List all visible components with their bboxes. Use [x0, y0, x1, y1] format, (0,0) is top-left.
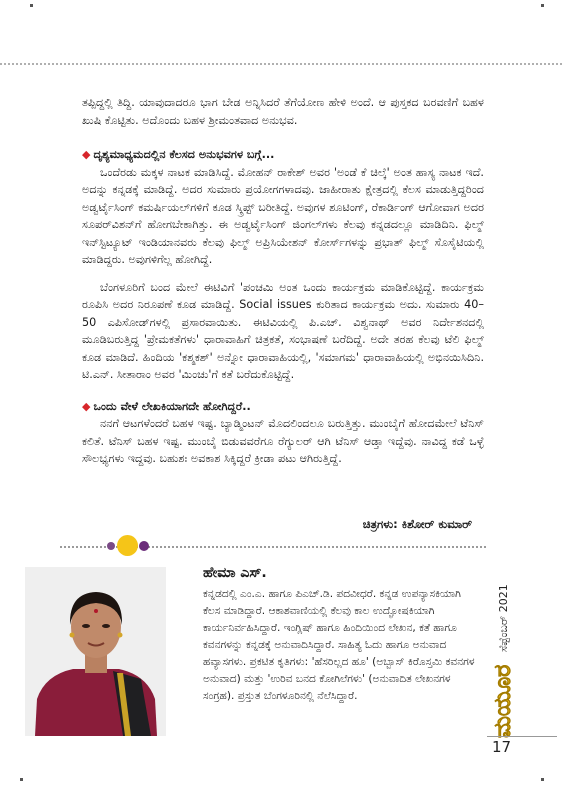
crop-mark-bottom-right [541, 778, 544, 781]
red-diamond-bullet-icon: ◆ [82, 399, 91, 413]
article-body [82, 94, 484, 468]
article-paragraph: ಬೆಂಗಳೂರಿಗೆ ಬಂದ ಮೇಲೆ ಈಟಿವಿಗೆ 'ಪಂಚಮಿ ಅಂತ ಒಂದು ಕಾರ್ಯಕ್ರಮ ಮಾಡಿಕೊಟ್ಟಿದ್ದೆ. ಕಾರ್ಯಕ್ರಮ ರೂಪಿಸಿ ಅದರ ನಿರೂಪಣೆ ಕೂಡ ಮಾಡಿದ್ದೆ. Social issues ಕುರಿತಾದ ಕಾರ್ಯಕ್ರಮ ಅದು. ಸುಮಾರು 40–50 ಎಪಿಸೋಡ್‌ಗಳಲ್ಲಿ ಪ್ರಸಾರವಾಯಿತು. ಈಟಿವಿಯಲ್ಲಿ ಪಿ.ಎಚ್. ವಿಶ್ವನಾಥ್ ಅವರ ನಿರ್ದೇಶನದಲ್ಲಿ ಮೂಡಿಬರುತ್ತಿದ್ದ 'ಪ್ರೇಮಕತೆಗಳು' ಧಾರಾವಾಹಿಗೆ ಚಿತ್ರಕತೆ, ಸಂಭಾಷಣೆ ಬರೆದಿದ್ದೆ. ಅದೇ ತರಹ ಕೆಲವು ಟೆಲಿ ಫಿಲ್ಮ್ ಕೂಡ ಮಾಡಿದೆ. ಹಿಂದಿಯ 'ಕಶ್ಮಕಶ್' ಅನ್ನೋ ಧಾರಾವಾಹಿಯಲ್ಲಿ, 'ಸಮಾಗಮ' ಧಾರಾವಾಹಿಯಲ್ಲಿ ಅಭಿನಯಿಸಿದಿನಿ. ಟಿ.ಎನ್. ಸೀತಾರಾಂ ಅವರ 'ಮಿಂಚು'ಗೆ ಕತೆ ಬರೆದುಕೊಟ್ಟಿದ್ದೆ. [82, 280, 484, 381]
author-portrait-illustration [25, 567, 166, 736]
separator-dotted-right [156, 546, 486, 548]
issue-date-text: ಸೆಪ್ಟೆಂಬರ್ 2021 [497, 584, 510, 652]
section-heading-visual-media [82, 146, 484, 164]
section-heading-if-not-writer [82, 398, 484, 416]
photo-credit: ಚಿತ್ರಗಳು: ಕಿಶೋರ್ ಕುಮಾರ್ [362, 517, 472, 531]
page-number: 17 [492, 738, 512, 756]
page-number-rule [487, 736, 557, 737]
crop-mark-top-left [30, 4, 33, 7]
section-heading-text: ಒಂದು ವೇಳೆ ಲೇಖಕಿಯಾಗದೇ ಹೋಗಿದ್ದರೆ.. [93, 399, 251, 413]
top-dotted-border [0, 63, 562, 65]
section-heading-text: ದೃಶ್ಯಮಾಧ್ಯಮದಲ್ಲಿನ ಕೆಲಸದ ಅನುಭವಗಳ ಬಗ್ಗೆ... [93, 148, 275, 161]
article-intro-paragraph: ತಪ್ಪಿದ್ದಲ್ಲಿ ತಿದ್ದಿ. ಯಾವುದಾದರೂ ಭಾಗ ಬೇಡ ಅನ್ನಿಸಿದರೆ ತೆಗೆಯೋಣ ಹೇಳಿ ಅಂದೆ. ಆ ಪುಸ್ತಕದ ಬರವಣಿಗೆ ಬಹಳ ಖುಷಿ ಕೊಟ್ಟಿತು. ಅದೊಂದು ಬಹಳ ಶ್ರೀಮಂತವಾದ ಅನುಭವ. [82, 96, 484, 127]
crop-mark-top-right [541, 4, 544, 7]
decor-circle-purple [139, 541, 149, 551]
article-paragraph: ನನಗೆ ಆಟಗಳೆಂದರೆ ಬಹಳ ಇಷ್ಟ. ಬ್ಯಾಡ್ಮಿಂಟನ್ ಮೊದಲಿಂದಲೂ ಬರುತ್ತಿತ್ತು. ಮುಂಬೈಗೆ ಹೋದಮೇಲೆ ಟೆನಿಸ್ ಕಲಿತೆ. ಟೆನಿಸ್ ಬಹಳ ಇಷ್ಟ. ಮುಂಬೈ ಬಿಡುವವರೆಗೂ ರೆಗ್ಯುಲರ್ ಆಗಿ ಟೆನಿಸ್ ಆಡ್ತಾ ಇದ್ದೆವು. ನಾವಿದ್ದ ಕಡೆ ಒಳ್ಳೆ ಸೌಲಭ್ಯಗಳು ಇದ್ದವು. ಬಹುಶಃ ಅವಕಾಶ ಸಿಕ್ಕಿದ್ದರೆ ಕ್ರೀಡಾ ಪಟು ಆಗಿರುತ್ತಿದ್ದೆ. [82, 417, 484, 465]
article-paragraph: ಒಂದೆರಡು ಮಕ್ಕಳ ನಾಟಕ ಮಾಡಿಸಿದ್ದೆ. ಮೋಹನ್ ರಾಕೇಶ್ ಅವರ 'ಅಂಡೆ ಕೆ ಚಿಲ್ಕೆ' ಅಂತ ಹಾಸ್ಯ ನಾಟಕ ಇದೆ. ಅದನ್ನು ಕನ್ನಡಕ್ಕೆ ಮಾಡಿದ್ದೆ. ಅದರ ಸುಮಾರು ಪ್ರಯೋಗಗಳಾದವು. ಜಾಹೀರಾತು ಕ್ಷೇತ್ರದಲ್ಲಿ ಕೆಲಸ ಮಾಡುತ್ತಿದ್ದರಿಂದ ಅಡ್ವರ್ಟೈಸಿಂಗ್ ಕಮರ್ಷಿಯಲ್‌ಗಳಿಗೆ ಕೂಡ ಸ್ಕ್ರಿಪ್ಟ್ ಬರೀತಿದ್ದೆ. ಅವುಗಳ ಶೂಟಿಂಗ್, ರೆಕಾರ್ಡಿಂಗ್ ಆಗೋವಾಗ ಅದರ ಸೂಪರ್‌ವಿಶನ್‌ಗೆ ಹೋಗಬೇಕಾಗಿತ್ತು. ಈ ಅಡ್ವರ್ಟೈಸಿಂಗ್ ಜಿಂಗಲ್‌ಗಳು ಕೆಲವು ಕನ್ನಡದಲ್ಲೂ ಮಾಡಿದಿನಿ. ಫಿಲ್ಮ್ ಇನ್‌ಸ್ಟಿಟ್ಯೂಟ್ ಇಂಡಿಯಾನವರು ಕೆಲವು ಫಿಲ್ಮ್ ಅಪ್ರಿಸಿಯೇಶನ್ ಕೋರ್ಸ್‌ಗಳನ್ನು ಪ್ರಭಾತ್ ಫಿಲ್ಮ್ ಸೊಸೈಟಿಯಲ್ಲಿ ಮಾಡಿದ್ದರು. ಅವುಗಳಿಗೆಲ್ಲ ಹೋಗಿದ್ದೆ. [82, 165, 484, 266]
magazine-logo [488, 650, 516, 740]
author-photo [25, 567, 166, 736]
issue-date-vertical [489, 572, 515, 654]
red-diamond-bullet-icon: ◆ [82, 148, 91, 161]
crop-mark-bottom-left [20, 778, 23, 781]
author-name: ಹೇಮಾ ಎಸ್. [203, 565, 267, 581]
author-bio: ಕನ್ನಡದಲ್ಲಿ ಎಂ.ಎ. ಹಾಗೂ ಪಿಎಚ್.ಡಿ. ಪದವೀಧರೆ. ಕನ್ನಡ ಉಪನ್ಯಾಸಕಿಯಾಗಿ ಕೆಲಸ ಮಾಡಿದ್ದಾರೆ. ಆಕಾಶವಾಣಿಯಲ್ಲಿ ಕೆಲವು ಕಾಲ ಉದ್ಘೋಷಕಿಯಾಗಿ ಕಾರ್ಯನಿರ್ವಹಿಸಿದ್ದಾರೆ. ಇಂಗ್ಲಿಷ್ ಹಾಗೂ ಹಿಂದಿಯಿಂದ ಲೇಖನ, ಕತೆ ಹಾಗೂ ಕವನಗಳನ್ನು ಕನ್ನಡಕ್ಕೆ ಅನುವಾದಿಸಿದ್ದಾರೆ. ಸಾಹಿತ್ಯ ಓದು ಹಾಗೂ ಅನುವಾದ ಹವ್ಯಾಸಗಳು. ಪ್ರಕಟಿತ ಕೃತಿಗಳು: 'ಹೆಸರಿಲ್ಲದ ಹೂ' (ಅಬ್ಬಾಸ್ ಕಿರೊಸ್ತಮಿ ಕವನಗಳ ಅನುವಾದ) ಮತ್ತು 'ಉರಿವ ಬನದ ಕೋಗಿಲೆಗಳು' (ಅನುವಾದಿತ ಲೇಖನಗಳ ಸಂಗ್ರಹ). ಪ್ರಸ್ತುತ ಬೆಂಗಳೂರಿನಲ್ಲಿ ನೆಲೆಸಿದ್ದಾರೆ. [203, 588, 475, 702]
magazine-logo-text: ಮಯೂರ [490, 664, 516, 738]
decor-circle-purple-small [107, 542, 115, 550]
decor-circle-yellow-large [117, 535, 138, 556]
